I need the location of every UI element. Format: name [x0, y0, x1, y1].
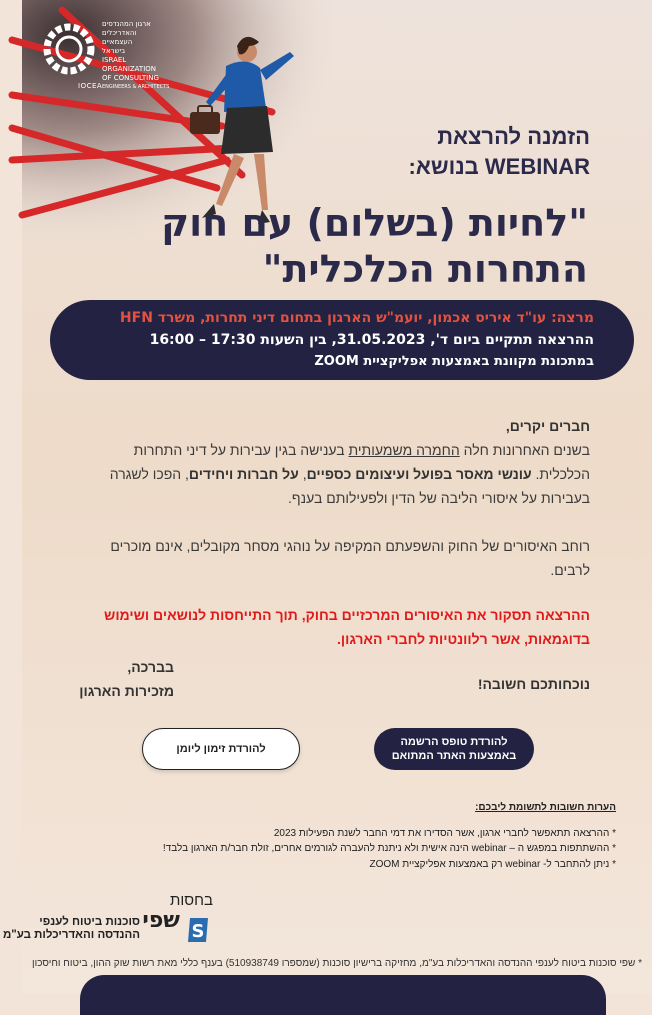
logo-abbreviation: IOCEA [78, 82, 103, 90]
download-registration-form-button[interactable]: להורדת טופס הרשמה באמצעות האתר המתואם [374, 728, 534, 770]
signature-line: מזכירות הארגון [79, 683, 174, 699]
logo-line: והאדריכלים [102, 29, 137, 37]
download-calendar-invite-button[interactable]: להורדת זימון ליומן [142, 728, 300, 770]
paragraph-scope: רוחב האיסורים של החוק והשפעתם המקיפה על נוהגי מסחר מקובלים, אינם מוכרים לרבים. [110, 538, 590, 578]
logo-line: ORGANIZATION [102, 65, 157, 73]
date-time-line: ההרצאה תתקיים ביום ד', 31.05.2023, בין השעות 17:30 – 16:00 [149, 332, 594, 348]
sponsor-label: בחסות [170, 892, 213, 909]
title-line: "לחיות (בשלום) עם חוק [161, 201, 588, 245]
invite-line: WEBINAR בנושא: [408, 154, 590, 179]
sponsor-disclaimer: * שפי סוכנות ביטוח לענפי ההנדסה והאדריכלות בע"מ, מחזיקה ברישיון סוכנות (שמספרו 510938749) בענף כללי מאת רשות שוק ההון, ביטוח וחיסכון [32, 958, 642, 969]
sponsor-subtitle: סוכנות ביטוח לענפי ההנדסה והאדריכלות בע"מ [2, 916, 140, 941]
event-details-banner [50, 300, 634, 380]
logo-line: העצמאיים [102, 38, 133, 46]
svg-text:S: S [191, 921, 205, 942]
invitation-heading [409, 122, 590, 182]
body-text: בענישה בגין עבירות על דיני התחרות הכלכלית. [133, 442, 590, 482]
page [2, 0, 652, 994]
platform-line: במתכונת מקוונת באמצעות אפליקציית ZOOM [314, 354, 594, 369]
body-text: , הפכו לשגרה בעבירות על איסורי הליבה של הדין ולפעילותם בענף. [109, 466, 590, 506]
body-text: בשנים האחרונות חלה [459, 442, 590, 458]
title-line: התחרות הכלכלית" [262, 247, 588, 291]
logo-ring-icon [40, 20, 98, 78]
sponsor-logo-block[interactable] [2, 908, 216, 948]
signature-line: בברכה, [127, 659, 174, 675]
paragraph-highlight: ההרצאה תסקור את האיסורים המרכזיים בחוק, תוך התייחסות לנושאים ושימוש בדוגמאות, אשר רלוונטיות לחברי הארגון. [104, 607, 590, 647]
body-text: , [298, 466, 307, 482]
sponsor-s-icon [186, 916, 210, 944]
organization-logo [40, 16, 170, 90]
logo-line: ISRAEL [102, 56, 127, 64]
lecture-title [68, 200, 588, 292]
footer-bar [80, 975, 606, 1015]
logo-line: OF CONSULTING [102, 74, 159, 82]
paragraph-attendance: נוכחותכם חשובה! [477, 676, 590, 692]
logo-line: ארגון המהנדסים [102, 20, 151, 28]
hero-section [22, 0, 652, 300]
greeting: חברים יקרים, [505, 418, 590, 434]
sponsor-name: שפי [142, 908, 180, 933]
logo-text [102, 20, 172, 92]
logo-line: בישראל [102, 47, 126, 55]
invite-line: הזמנה להרצאת [437, 124, 590, 149]
logo-line: ENGINEERS & ARCHITECTS [102, 84, 170, 90]
note-item: * ההשתתפות במפגש ה – webinar הינה אישית ולא ניתנת להעברה לגורמים אחרים, זולת חבר/ת הארגון בלבד! [162, 843, 616, 854]
note-item: * ההרצאה תתאפשר לחברי ארגון, אשר הסדירו את דמי החבר לשנת הפעילות 2023 [273, 827, 616, 839]
note-item: * ניתן להתחבר ל- webinar רק באמצעות אפליקציית ZOOM [369, 858, 616, 870]
important-notes [56, 800, 616, 872]
body-bold: על חברות ויחידים [188, 466, 299, 482]
notes-title: הערות חשובות לתשומת ליבכם: [475, 802, 616, 813]
emphasis-link: החמרה משמעותית [348, 442, 460, 458]
body-bold: עונשי מאסר בפועל ועיצומים כספיים [306, 466, 532, 482]
signature [54, 655, 174, 703]
speaker-line: מרצה: עו"ד איריס אכמון, יועמ"ש הארגון בתחום דיני תחרות, משרד HFN [119, 310, 594, 326]
